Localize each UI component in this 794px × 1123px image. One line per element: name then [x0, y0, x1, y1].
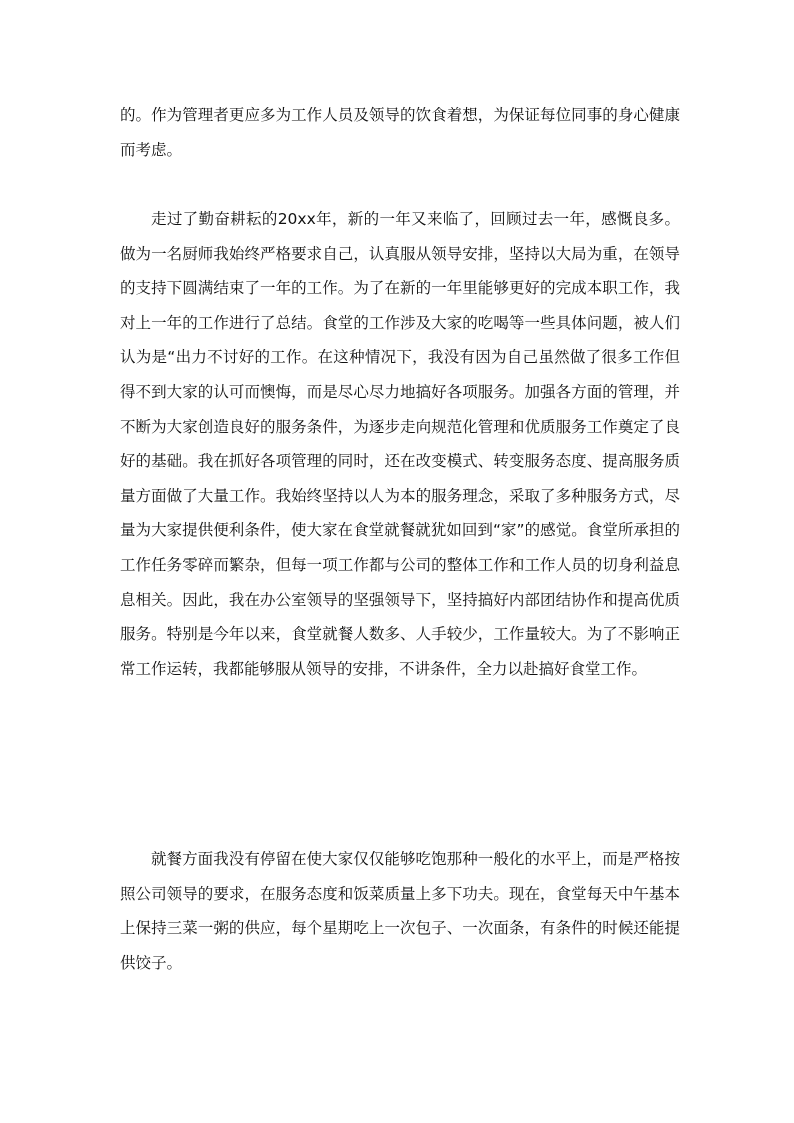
paragraph-dining: 就餐方面我没有停留在使大家仅仅能够吃饱那种一般化的水平上，而是严格按照公司领导的要求，在服务态度和饭菜质量上多下功夫。现在，食堂每天中午基本上保持三菜一粥的供应，每个星期吃上一次包子、一次面条，有条件的时候还能提供饺子。 — [120, 850, 680, 972]
paragraph-year-summary: 走过了勤奋耕耘的20xx年，新的一年又来临了，回顾过去一年，感慨良多。做为一名厨师我始终严格要求自己，认真服从领导安排，坚持以大局为重，在领导的支持下圆满结束了一年的工作。为了在新的一年里能够更好的完成本职工作，我对上一年的工作进行了总结。食堂的工作涉及大家的吃喝等一些具体问题，被人们认为是“出力不讨好的工作。在这种情况下，我没有因为自己虽然做了很多工作但得不到大家的认可而懊悔，而是尽心尽力地搞好各项服务。加强各方面的管理，并不断为大家创造良好的服务条件，为逐步走向规范化管理和优质服务工作奠定了良好的基础。我在抓好各项管理的同时，还在改变模式、转变服务态度、提高服务质量方面做了大量工作。我始终坚持以人为本的服务理念，采取了多种服务方式，尽量为大家提供便利条件，使大家在食堂就餐就犹如回到“家”的感觉。食堂所承担的工作任务零碎而繁杂，但每一项工作都与公司的整体工作和工作人员的切身利益息息相关。因此，我在办公室领导的坚强领导下，坚持搞好内部团结协作和提高优质服务。特别是今年以来，食堂就餐人数多、人手较少，工作量较大。为了不影响正常工作运转，我都能够服从领导的安排，不讲条件，全力以赴搞好食堂工作。 — [120, 210, 680, 678]
paragraph-continuation: 的。作为管理者更应多为工作人员及领导的饮食着想，为保证每位同事的身心健康而考虑。 — [120, 106, 680, 159]
